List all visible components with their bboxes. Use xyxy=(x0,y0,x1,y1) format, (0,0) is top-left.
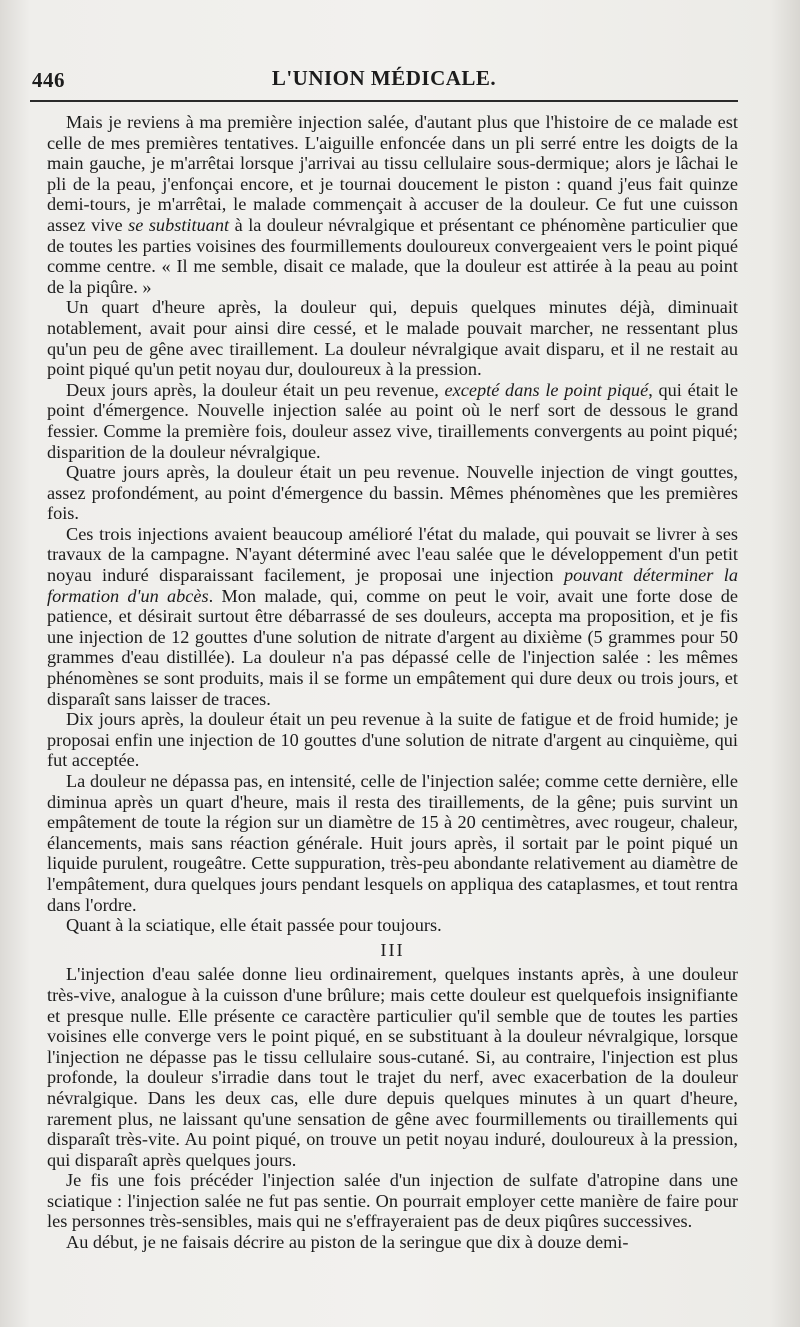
text-run: Deux jours après, la douleur était un peu revenue, xyxy=(66,379,445,400)
text-run: L'injection d'eau salée donne lieu ordinairement, quelques instants après, à une douleur très-vive, analogue à la cuisson d'une brûlure; mais cette douleur est quelquefois insignifiante et presque nulle. Elle présente ce caractère particulier qu'il semble que de toutes les parties voisines elle converge vers le point piqué, en se substituant à la douleur névralgique, lorsque l'injection ne dépasse pas le tissu cellulaire sous-cutané. Si, au contraire, l'injection est plus profonde, la douleur s'irradie dans tout le trajet du nerf, avec exacerbation de la douleur névralgique. Dans les deux cas, elle dure depuis quelques minutes à un quart d'heure, rarement plus, ne laissant qu'une sensation de gêne avec fourmillements ou tiraillements qui disparaît très-vite. Au point piqué, on trouve un petit noyau induré, douloureux à la pression, qui disparaît après quelques jours. xyxy=(47,964,738,1170)
text-run: Je fis une fois précéder l'injection salée d'un injection de sulfate d'atropine dans une sciatique : l'injection salée ne fut pas sentie. On pourrait employer cette manière de faire pour les personnes très-sensibles, mais qui ne s'effrayeraient pas de deux piqûres successives. xyxy=(47,1170,738,1232)
paragraph xyxy=(47,771,738,915)
running-title: L'UNION MÉDICALE. xyxy=(271,66,497,90)
paragraph xyxy=(47,524,738,709)
text-run: Dix jours après, la douleur était un peu revenue à la suite de fatigue et de froid humide; je proposai enfin une injection de 10 gouttes d'une solution de nitrate d'argent au cinquième, qui fut acceptée. xyxy=(47,709,738,771)
text-run: à la douleur névralgique et présentant ce phénomène particulier que de toutes les parties voisines des fourmillements douloureux convergeaient vers le point piqué comme centre. « Il me semble, disait ce malade, que la douleur est attirée à la peau au point de la piqûre. » xyxy=(47,214,738,297)
paragraph xyxy=(47,1232,738,1253)
body-text xyxy=(47,112,738,1253)
text-run: Mais je reviens à ma première injection salée, d'autant plus que l'histoire de ce malade est celle de mes premières tentatives. L'aiguille enfoncée dans un pli serré entre les doigts de la main gauche, je m'arrêtai lorsque j'arrivai au tissu cellulaire sous-dermique; alors je lâchai le pli de la peau, j'enfonçai encore, et je tournai doucement le piston : quand j'eus fait quinze demi-tours, je m'arrêtai, le malade commençait à accuser de la douleur. Ce fut une cuisson assez vive xyxy=(47,112,738,235)
paragraph xyxy=(47,112,738,297)
italic-phrase: pouvant déterminer la formation d'un abcès xyxy=(47,565,738,606)
italic-phrase: excepté dans le point piqué xyxy=(444,379,649,400)
text-run: Quant à la sciatique, elle était passée pour toujours. xyxy=(66,915,442,936)
paragraph xyxy=(47,1170,738,1232)
paragraph xyxy=(47,380,738,462)
paragraph xyxy=(47,462,738,524)
text-run: La douleur ne dépassa pas, en intensité, celle de l'injection salée; comme cette dernière, elle diminua après un quart d'heure, mais il resta des tiraillements, de la gêne; puis survint un empâtement de toute la région sur un diamètre de 15 à 20 centimètres, avec rougeur, chaleur, élancements, mais sans réaction générale. Huit jours après, il sortait par le point piqué un liquide purulent, rougeâtre. Cette suppuration, très-peu abondante relativement au diamètre de l'empâtement, dura quelques jours pendant lesquels on appliqua des cataplasmes, et tout rentra dans l'ordre. xyxy=(47,771,738,915)
paragraph xyxy=(47,709,738,771)
paragraph xyxy=(47,297,738,379)
page-header xyxy=(30,66,738,100)
section-heading: III xyxy=(380,939,405,960)
text-run: Au début, je ne faisais décrire au piston de la seringue que dix à douze demi- xyxy=(66,1232,629,1253)
text-run: Quatre jours après, la douleur était un peu revenue. Nouvelle injection de vingt gouttes, assez profondément, au point d'émergence du bassin. Mêmes phénomènes que les premières fois. xyxy=(47,462,738,524)
text-run: , qui était le point d'émergence. Nouvelle injection salée au point où le nerf sort de dessous le grand fessier. Comme la première fois, douleur assez vive, tiraillements convergents au point piqué; disparition de la douleur névralgique. xyxy=(47,379,738,462)
text-run: Ces trois injections avaient beaucoup amélioré l'état du malade, qui pouvait se livrer à ses travaux de la campagne. N'ayant déterminé avec l'eau salée que le développement d'un petit noyau induré disparaissant facilement, je proposai une injection xyxy=(47,523,738,586)
header-rule xyxy=(30,100,738,102)
text-run: Un quart d'heure après, la douleur qui, depuis quelques minutes déjà, diminuait notablement, avait pour ainsi dire cessé, et le malade pouvait marcher, ne ressentant plus qu'un peu de gêne avec tiraillement. La douleur névralgique avait disparu, et il ne restait au point piqué qu'un petit noyau dur, douloureux à la pression. xyxy=(47,297,738,380)
paragraph xyxy=(47,964,738,1170)
page-number: 446 xyxy=(32,68,65,92)
paragraphs-after-section xyxy=(47,964,738,1252)
paragraph xyxy=(47,915,738,936)
text-run: . Mon malade, qui, comme on peut le voir, avait une forte dose de patience, et désirait surtout être débarrassé de ses douleurs, accepta ma proposition, et je fis une injection de 12 gouttes d'une solution de nitrate d'argent au dixième (5 grammes pour 50 grammes d'eau distillée). La douleur n'a pas dépassé celle de l'injection salée : les mêmes phénomènes se sont produits, mais il se forme un empâtement qui dure deux ou trois jours, et disparaît sans laisser de traces. xyxy=(47,585,739,709)
paragraphs-before-section xyxy=(47,112,738,936)
italic-phrase: se substituant xyxy=(128,214,230,235)
